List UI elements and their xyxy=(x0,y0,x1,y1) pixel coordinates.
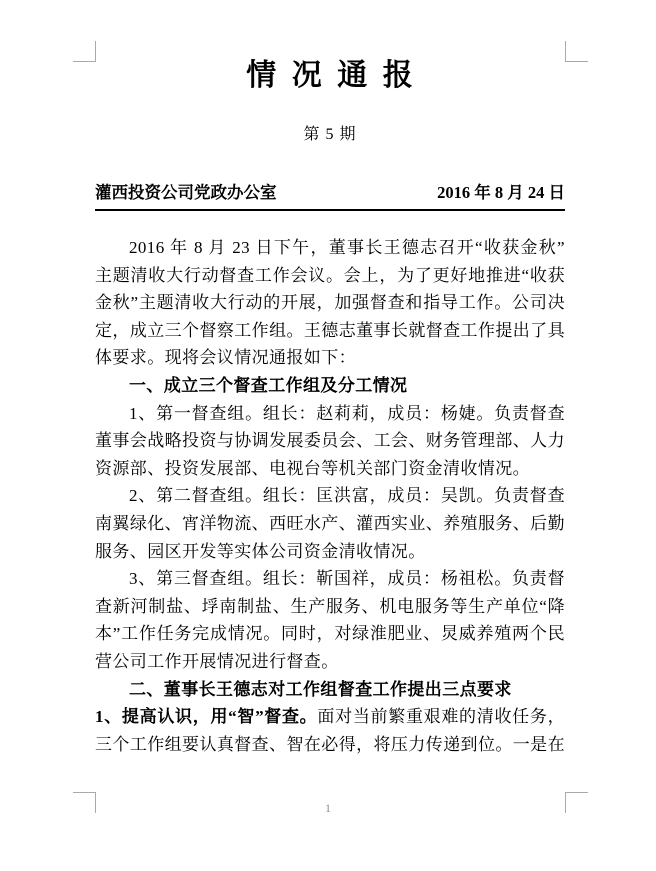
body-line: 查新河制盐、垺南制盐、生产服务、机电服务等生产单位“降 xyxy=(95,596,565,616)
body-line: 体要求。现将会议情况通报如下： xyxy=(95,348,356,368)
body-line: 主题清收大行动督查工作会议。会上，为了更好地推进“收获 xyxy=(95,265,565,285)
body-line: 定，成立三个督察工作组。王德志董事长就督查工作提出了具 xyxy=(95,320,565,340)
body-line: 2016 年 8 月 23 日下午，董事长王德志召开“收获金秋” xyxy=(129,238,565,257)
body-line: 南翼绿化、宵洋物流、西旺水产、灌西实业、养殖服务、后勤 xyxy=(95,513,565,533)
body-line: 资源部、投资发展部、电视台等机关部门资金清收情况。 xyxy=(95,458,530,478)
body-line: 1、第一督查组。组长：赵莉莉，成员：杨婕。负责督查 xyxy=(129,403,565,423)
body-line: 营公司工作开展情况进行督查。 xyxy=(95,651,339,671)
body-line: 金秋”主题清收大行动的开展，加强督查和指导工作。公司决 xyxy=(95,293,565,313)
crop-mark-top-right xyxy=(565,41,588,62)
body-line: 本”工作任务完成情况。同时，对绿淮肥业、炅威养殖两个民 xyxy=(95,624,565,644)
document-title: 情 况 通 报 xyxy=(246,59,414,92)
section-heading-1: 一、成立三个督查工作组及分工情况 xyxy=(129,375,408,395)
body-line: 3、第三督查组。组长：靳国祥，成员：杨祖松。负责督 xyxy=(129,569,565,589)
bold-lead-text: 1、提高认识，用“智”督查。 xyxy=(95,707,318,727)
body-line: 服务、园区开发等实体公司资金清收情况。 xyxy=(95,541,426,561)
body-line: 2、第二督查组。组长：匡洪富，成员：吴凯。负责督查 xyxy=(129,486,565,506)
document-body xyxy=(95,234,565,758)
header-rule xyxy=(95,209,565,211)
section-heading-2: 二、董事长王德志对工作组督查工作提出三点要求 xyxy=(129,679,512,699)
page-number: 1 xyxy=(325,801,331,815)
issue-number: 第 5 期 xyxy=(303,126,357,143)
masthead-row xyxy=(95,182,565,204)
body-line-text: 面对当前繁重艰难的清收任务， xyxy=(317,707,565,727)
document-text-block xyxy=(95,58,565,758)
body-line: 三个工作组要认真督查、智在必得，将压力传递到位。一是在 xyxy=(95,734,565,754)
issue-date: 2016 年 8 月 24 日 xyxy=(437,183,565,202)
issuing-office: 灌西投资公司党政办公室 xyxy=(95,183,277,202)
body-line xyxy=(95,703,565,731)
crop-mark-top-left xyxy=(73,41,96,62)
body-line: 董事会战略投资与协调发展委员会、工会、财务管理部、人力 xyxy=(95,431,565,451)
